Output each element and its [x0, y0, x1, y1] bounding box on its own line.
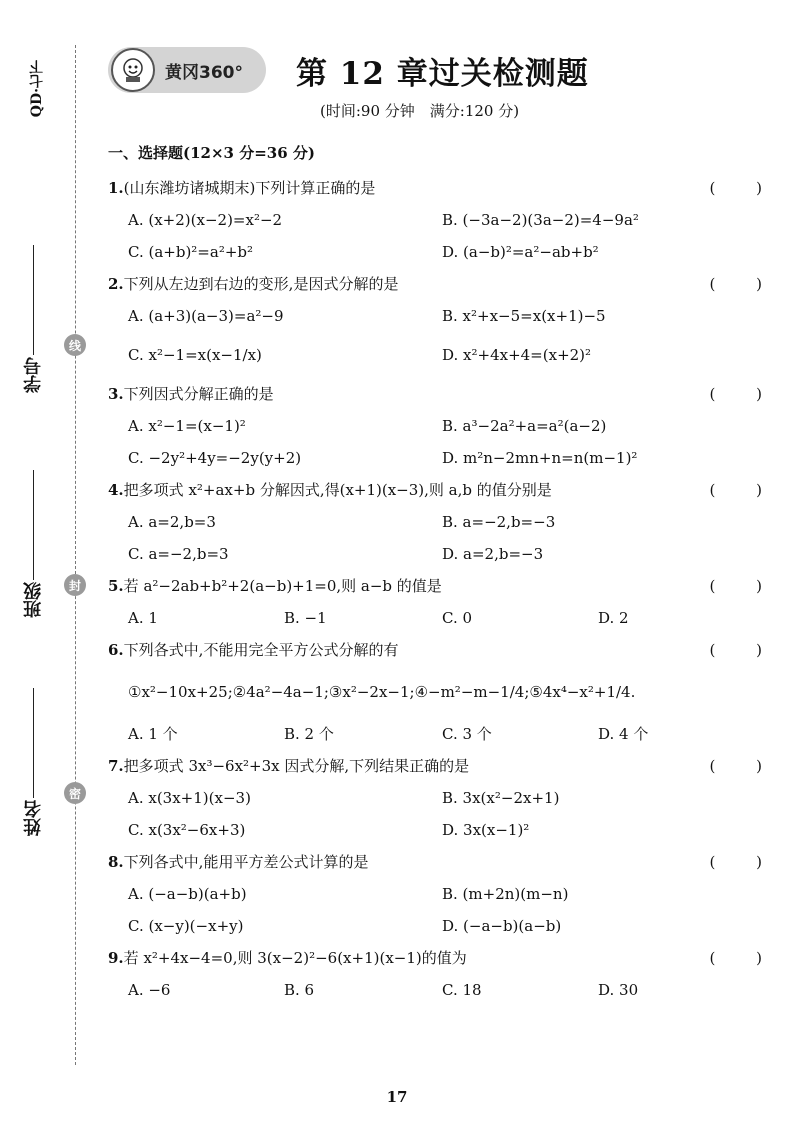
question-9	[108, 942, 780, 974]
option-b[interactable]: B. 3x(x²−2x+1)	[442, 789, 560, 807]
answer-box[interactable]: ( )	[709, 641, 780, 659]
question-2	[108, 268, 780, 300]
question-stem: (山东潍坊诸城期末)下列计算正确的是	[123, 179, 376, 197]
student-id-line	[34, 245, 35, 355]
option-c[interactable]: C. 3 个	[442, 725, 492, 743]
question-number: 9.	[108, 949, 124, 967]
seal-line-icon: 线	[64, 334, 86, 356]
question-stem: 把多项式 3x³−6x²+3x 因式分解,下列结果正确的是	[123, 757, 470, 775]
question-5	[108, 570, 780, 602]
option-d[interactable]: D. m²n−2mn+n=n(m−1)²	[442, 449, 638, 467]
page-number: 17	[386, 1088, 408, 1106]
question-number: 5.	[108, 577, 124, 595]
question-3	[108, 378, 780, 410]
option-a[interactable]: A. −6	[128, 981, 171, 999]
options-row	[108, 410, 780, 442]
exam-info: (时间:90 分钟 满分:120 分)	[320, 102, 520, 120]
student-id-label: 学号	[23, 357, 44, 393]
question-7	[108, 750, 780, 782]
options-row	[108, 878, 780, 910]
option-d[interactable]: D. (−a−b)(a−b)	[442, 917, 562, 935]
options-row	[108, 538, 780, 570]
options-row	[108, 910, 780, 942]
options-row	[108, 204, 780, 236]
option-b[interactable]: B. −1	[284, 609, 327, 627]
option-c[interactable]: C. x²−1=x(x−1/x)	[128, 346, 262, 364]
option-d[interactable]: D. 4 个	[598, 725, 649, 743]
binding-margin	[0, 0, 100, 1124]
section-heading: 一、选择题(12×3 分=36 分)	[108, 144, 315, 162]
name-label: 姓名	[23, 800, 44, 836]
class-field[interactable]	[22, 470, 46, 618]
question-stem: 下列因式分解正确的是	[123, 385, 274, 403]
question-6	[108, 634, 780, 666]
class-line	[34, 470, 35, 580]
option-c[interactable]: C. 0	[442, 609, 473, 627]
answer-box[interactable]: ( )	[709, 577, 780, 595]
options-row	[108, 718, 780, 750]
answer-box[interactable]: ( )	[709, 757, 780, 775]
cut-line	[75, 45, 76, 1065]
option-a[interactable]: A. 1	[128, 609, 158, 627]
option-b[interactable]: B. a=−2,b=−3	[442, 513, 556, 531]
question-stem: 若 a²−2ab+b²+2(a−b)+1=0,则 a−b 的值是	[123, 577, 442, 595]
option-b[interactable]: B. 6	[284, 981, 315, 999]
question-4	[108, 474, 780, 506]
edition-label: QD·七下	[29, 60, 45, 118]
option-b[interactable]: B. a³−2a²+a=a²(a−2)	[442, 417, 607, 435]
option-d[interactable]: D. 3x(x−1)²	[442, 821, 530, 839]
option-d[interactable]: D. (a−b)²=a²−ab+b²	[442, 243, 599, 261]
answer-box[interactable]: ( )	[709, 481, 780, 499]
option-a[interactable]: A. (x+2)(x−2)=x²−2	[128, 211, 283, 229]
mascot-logo-icon	[111, 48, 155, 92]
seal-seal-icon: 封	[64, 574, 86, 596]
option-d[interactable]: D. 2	[598, 609, 629, 627]
answer-box[interactable]: ( )	[709, 179, 780, 197]
option-c[interactable]: C. a=−2,b=3	[128, 545, 229, 563]
class-label: 班级	[23, 582, 44, 618]
question-stem: 把多项式 x²+ax+b 分解因式,得(x+1)(x−3),则 a,b 的值分别是	[123, 481, 552, 499]
question-number: 6.	[108, 641, 124, 659]
option-a[interactable]: A. x²−1=(x−1)²	[128, 417, 246, 435]
option-d[interactable]: D. x²+4x+4=(x+2)²	[442, 346, 592, 364]
option-a[interactable]: A. a=2,b=3	[128, 513, 216, 531]
brand-name: 黄冈360°	[165, 62, 243, 83]
option-a[interactable]: A. (a+3)(a−3)=a²−9	[128, 307, 284, 325]
options-row	[108, 236, 780, 268]
question-number: 8.	[108, 853, 124, 871]
brand-badge	[108, 47, 266, 93]
expression-list: ①x²−10x+25;②4a²−4a−1;③x²−2x−1;④−m²−m−1/4;⑤4x⁴−x²+1/4.	[128, 683, 636, 701]
option-b[interactable]: B. 2 个	[284, 725, 334, 743]
question-stem: 下列各式中,不能用完全平方公式分解的有	[123, 641, 399, 659]
option-d[interactable]: D. 30	[598, 981, 639, 999]
options-row	[108, 300, 780, 332]
name-line	[34, 688, 35, 798]
option-b[interactable]: B. (m+2n)(m−n)	[442, 885, 569, 903]
option-a[interactable]: A. (−a−b)(a+b)	[128, 885, 247, 903]
name-field[interactable]	[22, 688, 46, 836]
page-title: 第 12 章过关检测题	[296, 56, 589, 92]
answer-box[interactable]: ( )	[709, 949, 780, 967]
option-c[interactable]: C. −2y²+4y=−2y(y+2)	[128, 449, 302, 467]
question-1	[108, 172, 780, 204]
question-number: 4.	[108, 481, 124, 499]
question-8	[108, 846, 780, 878]
option-a[interactable]: A. 1 个	[128, 725, 178, 743]
student-id-field[interactable]	[22, 245, 46, 393]
option-a[interactable]: A. x(3x+1)(x−3)	[128, 789, 251, 807]
seal-secret-icon: 密	[64, 782, 86, 804]
option-c[interactable]: C. 18	[442, 981, 482, 999]
answer-box[interactable]: ( )	[709, 385, 780, 403]
options-row	[108, 602, 780, 634]
option-c[interactable]: C. (x−y)(−x+y)	[128, 917, 244, 935]
options-row	[108, 442, 780, 474]
question-number: 2.	[108, 275, 124, 293]
question-number: 3.	[108, 385, 124, 403]
option-c[interactable]: C. (a+b)²=a²+b²	[128, 243, 254, 261]
question-number: 7.	[108, 757, 124, 775]
question-stem: 若 x²+4x−4=0,则 3(x−2)²−6(x+1)(x−1)的值为	[123, 949, 467, 967]
answer-box[interactable]: ( )	[709, 275, 780, 293]
answer-box[interactable]: ( )	[709, 853, 780, 871]
question-stem: 下列各式中,能用平方差公式计算的是	[123, 853, 369, 871]
option-b[interactable]: B. x²+x−5=x(x+1)−5	[442, 307, 606, 325]
question-number: 1.	[108, 179, 124, 197]
options-row	[108, 332, 780, 378]
options-row	[108, 782, 780, 814]
question-list	[108, 140, 780, 1006]
options-row	[108, 814, 780, 846]
option-b[interactable]: B. (−3a−2)(3a−2)=4−9a²	[442, 211, 639, 229]
options-row	[108, 506, 780, 538]
option-c[interactable]: C. x(3x²−6x+3)	[128, 821, 246, 839]
options-row	[108, 974, 780, 1006]
question-stem: 下列从左边到右边的变形,是因式分解的是	[123, 275, 399, 293]
option-d[interactable]: D. a=2,b=−3	[442, 545, 544, 563]
